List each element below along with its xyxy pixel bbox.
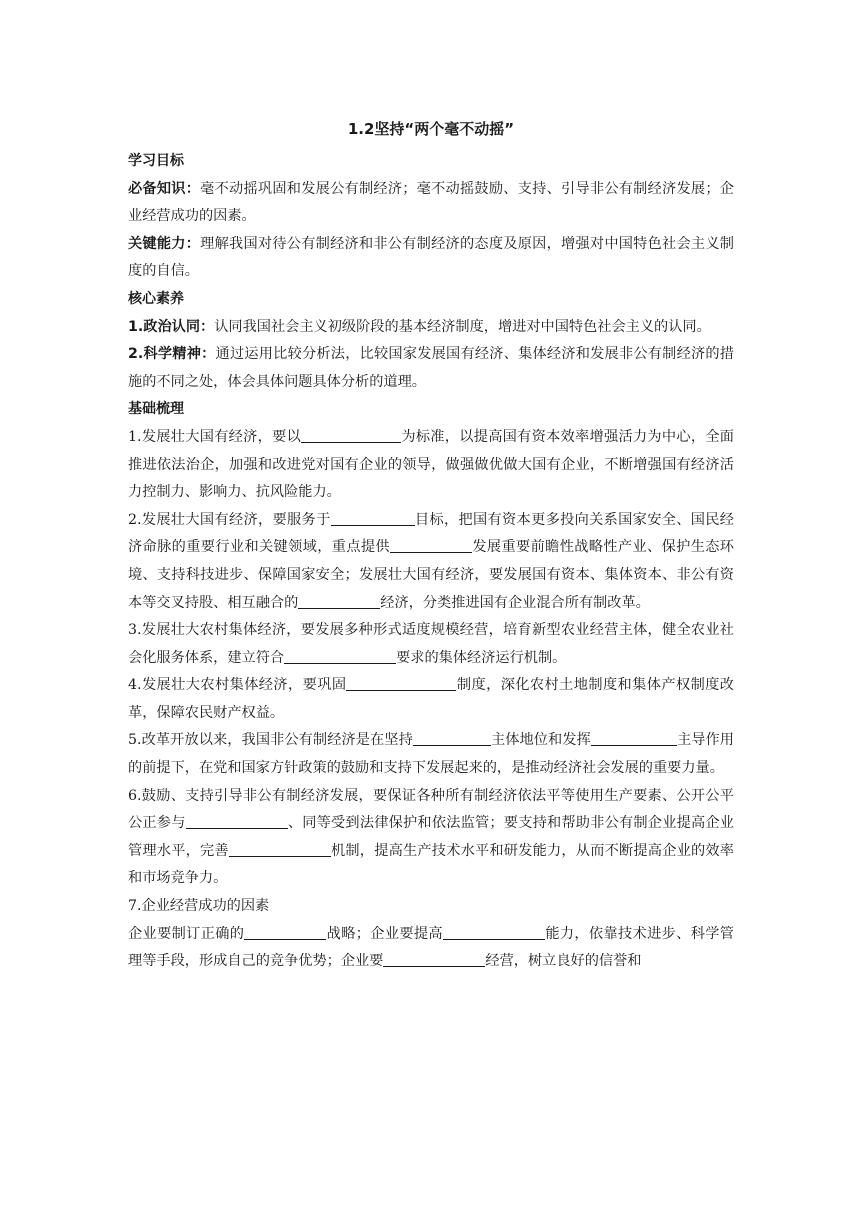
fill-item-7: [128, 921, 734, 976]
item-text: 发展重要前瞻性战略性产业、保护生态环境、支持科技进步、保障国家安全；发展壮大国有经济，要发展国有资本、集体资本、非公有资本等交叉持股、相互融合的: [128, 539, 734, 611]
section-heading-goals: 学习目标: [128, 153, 184, 169]
item-text: 战略；企业要提高: [326, 925, 443, 942]
fill-blank[interactable]: [284, 649, 396, 664]
fill-blank[interactable]: [383, 952, 485, 967]
fill-item-4: [128, 672, 734, 727]
item-text: 、同等受到法律保护和依法监管；要支持和帮助非公有制企业提高企业管理水平，完善: [128, 815, 734, 859]
item-text: 要求的集体经济运行机制。: [396, 649, 567, 666]
item-text: 经营，树立良好的信誉和: [485, 953, 642, 970]
fill-blank[interactable]: [331, 511, 415, 526]
knowledge-text: 毫不动摇巩固和发展公有制经济；毫不动摇鼓励、支持、引导非公有制经济发展；企业经营成功的因素。: [128, 180, 734, 225]
item-text: 6.鼓励、支持引导非公有制经济发展，要保证各种所有制经济依法平等使用生产要素、公开公平公正参与: [128, 787, 734, 832]
item-text: 1.发展壮大国有经济，要以: [128, 428, 302, 445]
fill-blank[interactable]: [298, 594, 380, 609]
fill-blank[interactable]: [390, 538, 472, 553]
fill-blank[interactable]: [591, 731, 677, 746]
item-text: 制度，深化农村土地制度和集体产权制度改革，保障农民财产权益。: [128, 677, 734, 721]
item-text: 企业要制订正确的: [128, 925, 245, 942]
core-item-text: 认同我国社会主义初级阶段的基本经济制度，增进对中国特色社会主义的认同。: [214, 318, 711, 335]
item-text: 目标，把国有资本更多投向关系国家安全、国民经济命脉的重要行业和关键领域，重点提供: [128, 511, 734, 556]
section-heading-basics: 基础梳理: [128, 401, 184, 418]
item-text: 2.发展壮大国有经济，要服务于: [128, 511, 331, 528]
fill-item-2: [128, 507, 734, 617]
fill-blank[interactable]: [301, 428, 401, 443]
fill-item-1: [128, 424, 734, 507]
item-text: 主体地位和发挥: [490, 732, 591, 749]
knowledge-paragraph: [128, 176, 734, 231]
fill-item-6: [128, 783, 734, 893]
ability-text: 理解我国对待公有制经济和非公有制经济的态度及原因，增强对中国特色社会主义制度的自信。: [128, 235, 734, 280]
core-item-2: [128, 341, 734, 396]
fill-blank[interactable]: [413, 731, 491, 746]
item-text: 能力，依靠技术进步、科学管理等手段，形成自己的竞争优势；企业要: [128, 925, 734, 970]
core-item-label: 2.科学精神：: [128, 346, 216, 363]
fill-blank[interactable]: [186, 814, 288, 829]
item-text: 4.发展壮大农村集体经济，要巩固: [128, 677, 347, 694]
ability-paragraph: [128, 231, 734, 286]
fill-item-3: [128, 617, 734, 672]
fill-item-5: [128, 727, 734, 782]
section-heading-core: 核心素养: [128, 290, 184, 307]
ability-label: 关键能力：: [128, 235, 201, 252]
fill-blank[interactable]: [443, 925, 545, 940]
item-text: 主导作用的前提下，在党和国家方针政策的鼓励和支持下发展起来的，是推动经济社会发展的重要力量。: [128, 732, 734, 777]
core-item-label: 1.政治认同：: [128, 318, 215, 335]
document-title: 1.2坚持“两个毫不动摇”: [347, 120, 515, 138]
fill-item-7-heading: 7.企业经营成功的因素: [128, 898, 270, 915]
item-text: 机制，提高生产技术水平和研发能力，从而不断提高企业的效率和市场竞争力。: [128, 842, 734, 887]
item-text: 3.发展壮大农村集体经济，要发展多种形式适度规模经营，培育新型农业经营主体，健全农业社会化服务体系，建立符合: [128, 622, 734, 666]
fill-blank[interactable]: [229, 842, 331, 857]
core-item-1: [128, 314, 734, 342]
item-text: 5.改革开放以来，我国非公有制经济是在坚持: [128, 732, 413, 749]
core-item-text: 通过运用比较分析法，比较国家发展国有经济、集体经济和发展非公有制经济的措施的不同之处，体会具体问题具体分析的道理。: [128, 346, 734, 390]
item-text: 经济，分类推进国有企业混合所有制改革。: [380, 594, 650, 611]
fill-blank[interactable]: [346, 676, 456, 691]
document-page: [128, 118, 734, 976]
knowledge-label: 必备知识：: [128, 180, 201, 197]
item-text: 为标准，以提高国有资本效率增强活力为中心，全面推进依法治企，加强和改进党对国有企业的领导，做强做优做大国有企业，不断增强国有经济活力控制力、影响力、抗风险能力。: [128, 428, 734, 501]
fill-blank[interactable]: [244, 925, 326, 940]
